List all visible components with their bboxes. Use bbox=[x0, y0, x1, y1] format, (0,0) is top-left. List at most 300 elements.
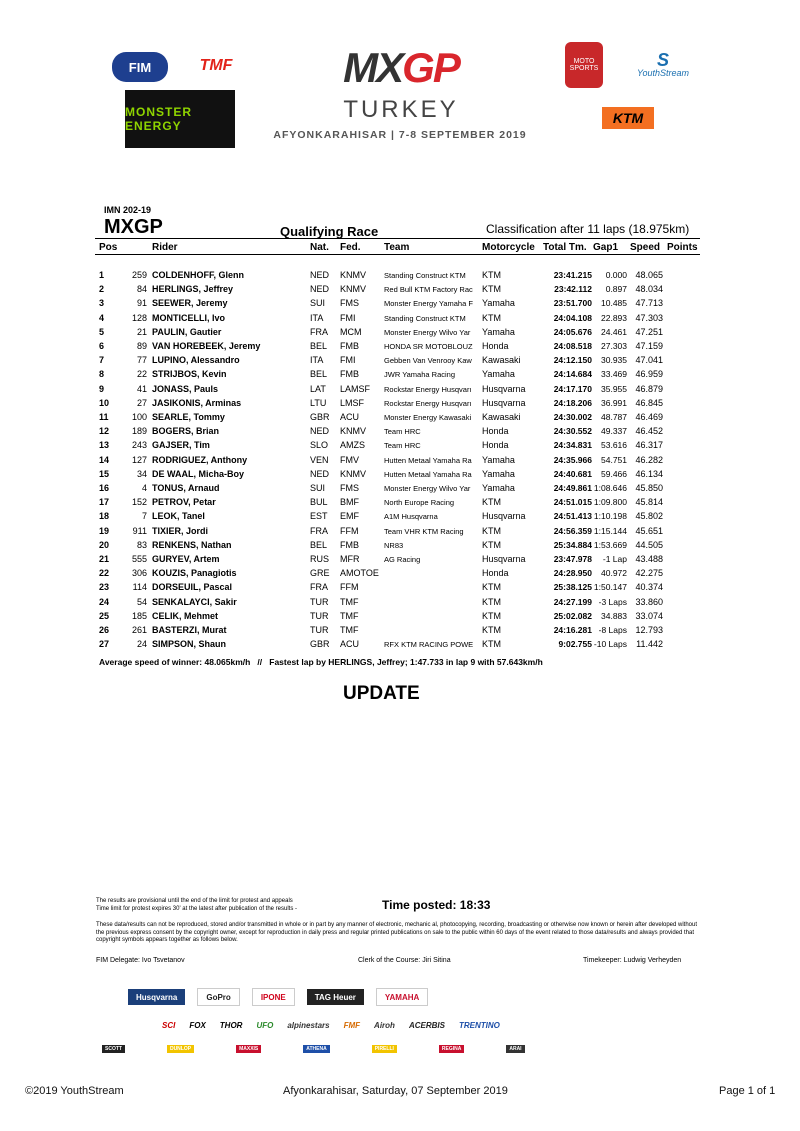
row-nat: GBR bbox=[310, 412, 330, 422]
sponsor-logo: YAMAHA bbox=[376, 988, 428, 1006]
row-number: 24 bbox=[136, 639, 147, 650]
sponsor-logo: alpinestars bbox=[287, 1020, 330, 1030]
row-motorcycle: KTM bbox=[482, 582, 501, 593]
sponsor-logo: ACERBIS bbox=[408, 1020, 445, 1030]
row-speed: 46.134 bbox=[635, 468, 663, 479]
row-rider: RODRIGUEZ, Anthony bbox=[152, 454, 248, 465]
row-number: 89 bbox=[136, 341, 147, 351]
row-motorcycle: Honda bbox=[482, 426, 509, 437]
row-team: Monster Energy Kawasaki bbox=[384, 413, 472, 422]
col-motorcycle: Motorcycle bbox=[482, 242, 535, 253]
header-rule-top bbox=[95, 238, 700, 239]
sponsor-logo: MAXXIS bbox=[236, 1045, 261, 1053]
row-total-time: 24:35.966 bbox=[553, 454, 592, 465]
row-motorcycle: Kawasaki bbox=[482, 412, 521, 422]
table-row bbox=[0, 355, 800, 369]
sponsor-logo: UFO bbox=[256, 1020, 274, 1030]
row-nat: RUS bbox=[310, 554, 330, 564]
row-fed: LAMSF bbox=[340, 383, 371, 394]
col-rider: Rider bbox=[152, 242, 178, 253]
header-rule-bottom bbox=[95, 254, 700, 255]
row-rider: JASIKONIS, Arminas bbox=[152, 397, 242, 408]
row-speed: 43.488 bbox=[635, 554, 663, 564]
row-pos: 5 bbox=[99, 326, 105, 337]
row-total-time: 23:41.215 bbox=[553, 270, 592, 280]
row-fed: TMF bbox=[340, 596, 359, 607]
table-row bbox=[0, 554, 800, 568]
fim-logo: FIM bbox=[112, 52, 168, 82]
row-speed: 33.074 bbox=[635, 610, 663, 621]
row-rider: PETROV, Petar bbox=[152, 497, 216, 508]
row-team: Monster Energy Wilvo Yar bbox=[384, 484, 471, 493]
row-pos: 13 bbox=[99, 440, 110, 451]
mxgp-logo bbox=[318, 46, 484, 90]
row-fed: KNMV bbox=[340, 468, 367, 479]
row-number: 185 bbox=[131, 610, 147, 621]
tmf-logo: TMF bbox=[199, 57, 233, 74]
footer-copyright: ©2019 YouthStream bbox=[25, 1085, 124, 1097]
row-nat: FRA bbox=[310, 525, 328, 536]
row-pos: 16 bbox=[99, 483, 110, 493]
sponsor-logo: TAG Heuer bbox=[307, 989, 364, 1005]
sponsor-row-2 bbox=[162, 1017, 514, 1033]
row-motorcycle: Kawasaki bbox=[482, 355, 521, 366]
row-rider: SIMPSON, Shaun bbox=[152, 639, 227, 650]
row-fed: TMF bbox=[340, 610, 359, 621]
col-team: Team bbox=[384, 242, 410, 253]
sponsor-row-1 bbox=[128, 988, 440, 1006]
row-rider: STRIJBOS, Kevin bbox=[152, 369, 227, 380]
row-fed: AMOTOE bbox=[340, 568, 379, 579]
classification-note: Classification after 11 laps (18.975km) bbox=[486, 222, 690, 236]
row-speed: 40.374 bbox=[635, 582, 663, 593]
row-fed: FMB bbox=[340, 341, 359, 351]
row-motorcycle: Yamaha bbox=[482, 468, 515, 479]
sponsor-logo: ATHENA bbox=[303, 1045, 329, 1053]
row-total-time: 24:04.108 bbox=[553, 312, 592, 323]
row-gap: 54.751 bbox=[601, 454, 627, 465]
row-rider: GURYEV, Artem bbox=[152, 554, 220, 564]
row-team: Standing Construct KTM bbox=[384, 313, 466, 323]
row-pos: 8 bbox=[99, 369, 105, 380]
row-number: 4 bbox=[141, 483, 147, 493]
row-fed: FFM bbox=[340, 582, 359, 593]
row-gap: 53.616 bbox=[601, 440, 627, 451]
sponsor-logo: GoPro bbox=[197, 988, 239, 1006]
row-nat: ITA bbox=[310, 312, 324, 323]
footer-page: Page 1 of 1 bbox=[719, 1085, 776, 1097]
row-nat: NED bbox=[310, 284, 330, 295]
row-speed: 47.713 bbox=[635, 298, 663, 309]
row-number: 54 bbox=[136, 596, 147, 607]
row-total-time: 24:28.950 bbox=[553, 568, 592, 579]
row-total-time: 24:08.518 bbox=[553, 341, 592, 351]
time-posted: Time posted: 18:33 bbox=[382, 898, 491, 912]
row-motorcycle: KTM bbox=[482, 525, 501, 536]
row-pos: 2 bbox=[99, 284, 105, 295]
sponsor-logo: DUNLOP bbox=[167, 1045, 194, 1053]
row-gap: 0.897 bbox=[605, 284, 627, 295]
row-gap: 59.466 bbox=[601, 468, 627, 479]
row-nat: VEN bbox=[310, 454, 329, 465]
row-nat: LTU bbox=[310, 397, 327, 408]
row-speed: 33.860 bbox=[635, 596, 663, 607]
sponsor-logo: PIRELLI bbox=[372, 1045, 397, 1053]
row-fed: FMB bbox=[340, 539, 359, 550]
row-fed: FMI bbox=[340, 355, 356, 366]
row-total-time: 24:51.413 bbox=[553, 511, 592, 522]
row-rider: SENKALAYCI, Sakir bbox=[152, 596, 237, 607]
row-motorcycle: Husqvarna bbox=[482, 383, 526, 394]
row-pos: 7 bbox=[99, 355, 105, 366]
row-speed: 45.850 bbox=[635, 483, 663, 493]
row-speed: 46.845 bbox=[635, 397, 663, 408]
row-rider: DORSEUIL, Pascal bbox=[152, 582, 233, 593]
row-team: Rockstar Energy Husqvarı bbox=[384, 398, 472, 408]
sponsor-logo: ARAI bbox=[506, 1045, 524, 1053]
row-total-time: 25:34.884 bbox=[553, 539, 592, 550]
row-number: 114 bbox=[132, 582, 147, 593]
row-team: AG Racing bbox=[384, 555, 421, 564]
timekeeper: Timekeeper: Ludwig Verheyden bbox=[583, 957, 682, 964]
row-nat: BEL bbox=[310, 341, 328, 351]
row-motorcycle: Yamaha bbox=[482, 454, 515, 465]
row-number: 77 bbox=[136, 355, 147, 366]
row-team: Hutten Metaal Yamaha Ra bbox=[384, 455, 472, 465]
row-number: 21 bbox=[136, 326, 147, 337]
row-fed: EMF bbox=[340, 511, 359, 522]
row-pos: 1 bbox=[99, 270, 105, 280]
row-motorcycle: KTM bbox=[482, 625, 501, 635]
avg-speed: Average speed of winner: 48.065km/h bbox=[99, 657, 251, 667]
table-row bbox=[0, 270, 800, 284]
row-speed: 46.879 bbox=[635, 383, 663, 394]
table-row bbox=[0, 327, 800, 341]
row-number: 189 bbox=[131, 426, 147, 437]
row-rider: SEEWER, Jeremy bbox=[152, 298, 228, 309]
row-total-time: 25:02.082 bbox=[553, 610, 592, 621]
row-team: Monster Energy Yamaha F bbox=[384, 299, 473, 309]
row-gap: 1:50.147 bbox=[593, 582, 627, 593]
row-motorcycle: Yamaha bbox=[482, 298, 515, 309]
row-number: 100 bbox=[131, 412, 147, 422]
row-total-time: 25:38.125 bbox=[553, 582, 592, 593]
table-row bbox=[0, 625, 800, 639]
row-nat: BEL bbox=[310, 369, 328, 380]
row-fed: MCM bbox=[340, 326, 362, 337]
row-pos: 12 bbox=[99, 426, 110, 437]
row-fed: FMB bbox=[340, 369, 359, 380]
row-gap: 27.303 bbox=[601, 341, 627, 351]
row-gap: 1:15.144 bbox=[593, 525, 627, 536]
row-gap: 1:53.669 bbox=[593, 539, 627, 550]
row-nat: SUI bbox=[310, 298, 326, 309]
row-gap: 34.883 bbox=[601, 610, 627, 621]
row-motorcycle: Husqvarna bbox=[482, 397, 526, 408]
col-fed: Fed. bbox=[340, 242, 361, 253]
row-speed: 46.469 bbox=[635, 412, 663, 422]
row-team: Red Bull KTM Factory Rac bbox=[384, 285, 473, 295]
row-rider: KOUZIS, Panagiotis bbox=[152, 568, 237, 579]
row-team: A1M Husqvarna bbox=[384, 512, 438, 522]
row-nat: EST bbox=[310, 511, 328, 522]
row-team: Monster Energy Wilvo Yar bbox=[384, 327, 471, 337]
row-number: 83 bbox=[136, 539, 147, 550]
row-total-time: 24:51.015 bbox=[553, 497, 592, 508]
row-speed: 46.317 bbox=[635, 440, 663, 451]
sponsor-logo: IPONE bbox=[252, 988, 295, 1006]
table-row bbox=[0, 469, 800, 483]
row-team: JWR Yamaha Racing bbox=[384, 370, 456, 380]
sponsor-logo: SCI bbox=[162, 1020, 176, 1030]
event-country: TURKEY bbox=[343, 96, 459, 123]
row-pos: 21 bbox=[99, 554, 110, 564]
row-fed: KNMV bbox=[340, 284, 367, 295]
row-team: Gebben Van Venrooy Kaw bbox=[384, 356, 472, 366]
row-total-time: 24:34.831 bbox=[553, 440, 592, 451]
row-speed: 11.442 bbox=[636, 639, 663, 650]
row-gap: 0.000 bbox=[605, 270, 627, 280]
row-number: 306 bbox=[131, 568, 147, 579]
row-number: 27 bbox=[136, 397, 147, 408]
row-gap: 36.991 bbox=[601, 397, 627, 408]
row-motorcycle: Husqvarna bbox=[482, 554, 526, 564]
row-gap: 30.935 bbox=[601, 355, 627, 366]
row-rider: DE WAAL, Micha-Boy bbox=[152, 468, 245, 479]
row-pos: 3 bbox=[99, 298, 105, 309]
row-gap: 1:08.646 bbox=[593, 483, 627, 493]
col-total-time: Total Tm. bbox=[543, 242, 587, 253]
row-speed: 45.802 bbox=[635, 511, 663, 522]
table-row bbox=[0, 639, 800, 653]
row-pos: 11 bbox=[99, 412, 109, 422]
row-speed: 42.275 bbox=[635, 568, 663, 579]
row-fed: FMV bbox=[340, 454, 359, 465]
row-total-time: 23:51.700 bbox=[553, 298, 592, 309]
table-row bbox=[0, 384, 800, 398]
col-speed: Speed bbox=[630, 242, 661, 253]
row-pos: 14 bbox=[99, 454, 110, 465]
row-gap: 10.485 bbox=[601, 298, 627, 309]
class-title: MXGP bbox=[104, 216, 163, 238]
table-row bbox=[0, 511, 800, 525]
row-total-time: 24:05.676 bbox=[553, 326, 592, 337]
row-team: Team VHR KTM Racing bbox=[384, 526, 464, 536]
table-row bbox=[0, 455, 800, 469]
row-nat: BEL bbox=[310, 539, 328, 550]
row-pos: 23 bbox=[99, 582, 110, 593]
row-nat: NED bbox=[310, 468, 330, 479]
row-rider: PAULIN, Gautier bbox=[152, 326, 222, 337]
row-speed: 45.814 bbox=[635, 497, 663, 508]
row-rider: VAN HOREBEEK, Jeremy bbox=[152, 341, 261, 351]
row-speed: 46.452 bbox=[635, 426, 663, 437]
row-total-time: 9:02.755 bbox=[558, 639, 592, 650]
sponsor-row-3 bbox=[102, 1045, 567, 1053]
table-row bbox=[0, 582, 800, 596]
col-pos: Pos bbox=[99, 242, 118, 253]
row-team: Hutten Metaal Yamaha Ra bbox=[384, 469, 472, 479]
table-row bbox=[0, 440, 800, 454]
event-location-date: AFYONKARAHISAR | 7-8 SEPTEMBER 2019 bbox=[273, 129, 527, 141]
row-gap: 1:09.800 bbox=[593, 497, 627, 508]
sponsor-logo: TRENTINO bbox=[458, 1020, 500, 1030]
row-nat: NED bbox=[310, 426, 330, 437]
sponsor-logo: FMF bbox=[343, 1020, 361, 1030]
row-rider: JONASS, Pauls bbox=[152, 383, 219, 394]
row-total-time: 24:14.684 bbox=[553, 369, 592, 380]
row-rider: MONTICELLI, Ivo bbox=[152, 312, 225, 323]
row-number: 243 bbox=[131, 440, 147, 451]
row-nat: SLO bbox=[310, 440, 329, 451]
row-gap: -3 Laps bbox=[598, 596, 627, 607]
row-fed: AMZS bbox=[340, 440, 366, 451]
row-team: Standing Construct KTM bbox=[384, 271, 466, 280]
youthstream-logo: S YouthStream bbox=[636, 50, 690, 78]
row-number: 911 bbox=[132, 525, 147, 536]
sponsor-logo: SCOTT bbox=[102, 1045, 125, 1053]
row-nat: FRA bbox=[310, 582, 328, 593]
row-pos: 26 bbox=[99, 625, 110, 635]
copyright-notice: These data/results can not be reproduced, stored and/or transmitted in whole or in part by any manner of electronic, mechanic al, photocopying, recording, broadcasting or otherwise now known or herein after developed without the previous express consent by the copyright owner, except for reproduction in daily press and regular printed publications on sale to the public within 60 days of the event related to those data/results and always provided that copyright symbols appears together as follows below. bbox=[96, 922, 698, 943]
row-fed: ACU bbox=[340, 412, 360, 422]
row-gap: -8 Laps bbox=[598, 625, 627, 635]
row-motorcycle: KTM bbox=[482, 270, 501, 280]
row-total-time: 24:30.002 bbox=[553, 412, 592, 422]
row-rider: SEARLE, Tommy bbox=[152, 412, 225, 422]
table-row bbox=[0, 298, 800, 312]
table-row bbox=[0, 412, 800, 426]
row-nat: TUR bbox=[310, 596, 329, 607]
sponsor-logo: Airoh bbox=[374, 1020, 395, 1030]
row-motorcycle: Yamaha bbox=[482, 483, 515, 493]
youthstream-logo-text: YouthStream bbox=[636, 68, 690, 78]
table-row bbox=[0, 597, 800, 611]
row-gap: 33.469 bbox=[601, 369, 627, 380]
row-rider: GAJSER, Tim bbox=[152, 440, 210, 451]
row-team: Team HRC bbox=[384, 441, 421, 451]
row-fed: FMS bbox=[340, 298, 359, 309]
row-speed: 46.959 bbox=[635, 369, 663, 380]
row-number: 22 bbox=[136, 369, 147, 380]
row-nat: GBR bbox=[310, 639, 330, 650]
row-motorcycle: KTM bbox=[482, 284, 501, 295]
row-nat: NED bbox=[310, 270, 330, 280]
sponsor-logo: THOR bbox=[219, 1020, 243, 1030]
row-rider: BASTERZI, Murat bbox=[152, 625, 227, 635]
row-number: 34 bbox=[136, 468, 147, 479]
row-number: 41 bbox=[136, 383, 147, 394]
row-speed: 47.159 bbox=[635, 341, 663, 351]
row-fed: FFM bbox=[340, 525, 359, 536]
row-rider: COLDENHOFF, Glenn bbox=[152, 270, 244, 280]
row-number: 128 bbox=[131, 312, 147, 323]
row-nat: SUI bbox=[310, 483, 326, 493]
table-row bbox=[0, 369, 800, 383]
row-gap: -1 Lap bbox=[602, 554, 627, 564]
row-motorcycle: Husqvarna bbox=[482, 511, 526, 522]
row-fed: LMSF bbox=[340, 397, 365, 408]
row-number: 555 bbox=[131, 554, 147, 564]
sponsor-logo: FOX bbox=[189, 1020, 206, 1030]
fastest-lap: Fastest lap by HERLINGS, Jeffrey; 1:47.733 in lap 9 with 57.643km/h bbox=[269, 657, 543, 667]
fim-delegate: FIM Delegate: Ivo Tsvetanov bbox=[96, 957, 185, 964]
row-motorcycle: Honda bbox=[482, 341, 509, 351]
row-motorcycle: Honda bbox=[482, 440, 509, 451]
row-nat: BUL bbox=[310, 497, 328, 508]
row-motorcycle: Yamaha bbox=[482, 369, 515, 380]
row-pos: 18 bbox=[99, 511, 110, 522]
row-fed: KNMV bbox=[340, 426, 367, 437]
row-motorcycle: KTM bbox=[482, 312, 501, 323]
row-pos: 20 bbox=[99, 539, 110, 550]
row-team: Rockstar Energy Husqvarı bbox=[384, 384, 472, 394]
row-motorcycle: KTM bbox=[482, 639, 501, 650]
row-fed: FMI bbox=[340, 312, 356, 323]
row-pos: 4 bbox=[99, 312, 105, 323]
provisional-line-1: The results are provisional until the end of the limit for protest and appeals bbox=[96, 898, 293, 904]
row-total-time: 24:30.552 bbox=[553, 426, 592, 437]
sponsor-logo: Husqvarna bbox=[128, 989, 185, 1005]
row-total-time: 24:40.681 bbox=[553, 468, 592, 479]
row-number: 127 bbox=[131, 454, 147, 465]
row-speed: 47.303 bbox=[635, 312, 663, 323]
table-row bbox=[0, 284, 800, 298]
row-motorcycle: KTM bbox=[482, 596, 501, 607]
row-total-time: 24:12.150 bbox=[553, 355, 592, 366]
row-nat: LAT bbox=[310, 383, 326, 394]
row-pos: 19 bbox=[99, 525, 110, 536]
row-rider: HERLINGS, Jeffrey bbox=[152, 284, 234, 295]
table-row bbox=[0, 526, 800, 540]
row-speed: 44.505 bbox=[635, 539, 663, 550]
col-nat: Nat. bbox=[310, 242, 329, 253]
row-rider: BOGERS, Brian bbox=[152, 426, 220, 437]
row-gap: 48.787 bbox=[601, 412, 627, 422]
monster-energy-logo: MONSTER ENERGY bbox=[125, 90, 235, 148]
row-team: North Europe Racing bbox=[384, 498, 455, 508]
row-gap: 35.955 bbox=[601, 383, 627, 394]
row-number: 259 bbox=[131, 270, 147, 280]
row-total-time: 24:17.170 bbox=[553, 383, 592, 394]
row-rider: RENKENS, Nathan bbox=[152, 539, 232, 550]
row-gap: 1:10.198 bbox=[593, 511, 627, 522]
row-nat: GRE bbox=[310, 568, 330, 579]
table-row bbox=[0, 313, 800, 327]
row-pos: 6 bbox=[99, 341, 105, 351]
row-rider: LEOK, Tanel bbox=[152, 511, 205, 522]
row-fed: FMS bbox=[340, 483, 359, 493]
row-total-time: 24:18.206 bbox=[553, 397, 592, 408]
ktm-logo: KTM bbox=[602, 107, 654, 129]
row-pos: 24 bbox=[99, 596, 110, 607]
row-total-time: 24:27.199 bbox=[553, 596, 592, 607]
row-team: RFX KTM RACING POWE bbox=[384, 640, 474, 650]
row-gap: 22.893 bbox=[601, 312, 627, 323]
row-total-time: 23:47.978 bbox=[553, 554, 592, 564]
table-row bbox=[0, 341, 800, 355]
row-number: 152 bbox=[131, 497, 147, 508]
row-nat: TUR bbox=[310, 625, 329, 635]
row-gap: 24.461 bbox=[601, 326, 627, 337]
row-motorcycle: Honda bbox=[482, 568, 509, 579]
row-motorcycle: KTM bbox=[482, 497, 501, 508]
sponsor-logo: REGINA bbox=[439, 1045, 464, 1053]
row-team: HONDA SR MOTOBLOUZ bbox=[384, 342, 473, 351]
row-gap: 40.972 bbox=[601, 568, 627, 579]
row-team: Team HRC bbox=[384, 427, 421, 437]
row-pos: 15 bbox=[99, 468, 110, 479]
